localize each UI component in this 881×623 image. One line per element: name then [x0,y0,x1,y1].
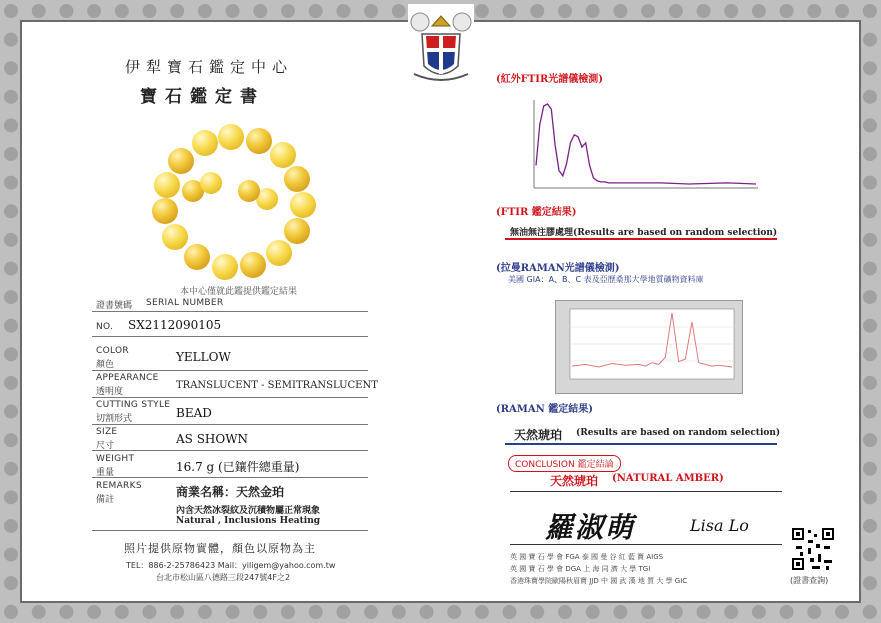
crest-logo [408,4,474,88]
color-label-en: COLOR [96,346,129,356]
weight-label-en: WEIGHT [96,454,135,464]
raman-reference: 美國 GIA：A、B、C 表及亞歷桑那大學地質礦物資料庫 [508,275,704,284]
contact-info: TEL：886-2-25786423 Mail：yiligem@yahoo.com.tw [126,561,336,570]
conclusion-label: CONCLUSION 鑑定結論 [508,455,621,472]
ftir-result: 無油無注膠處理(Results are based on random selection) [510,228,778,238]
size-label-en: SIZE [96,427,118,437]
remarks-label-zh: 備註 [96,495,115,505]
photo-note: 本中心僅就此鑑提供鑑定結果 [180,287,298,297]
gem-photo [138,116,338,284]
photo-disclaimer: 照片提供原物實體，顏色以原物為主 [124,542,316,555]
cutting-value: BEAD [176,406,212,420]
conclusion-value-en: (NATURAL AMBER) [612,473,724,484]
ftir-spectrum-line [536,104,756,184]
credential-row-2: 英 國 寶 石 學 會 DGA 上 海 同 濟 大 學 TGI [510,565,651,573]
serial-label-en: SERIAL NUMBER [146,298,224,308]
appearance-value: TRANSLUCENT - SEMITRANSLUCENT [176,380,378,391]
institute-name: 伊犁寶石鑑定中心 [125,58,294,76]
address: 台北市松山區八德路三段247號4F之2 [156,573,291,582]
size-value: AS SHOWN [176,432,249,446]
ftir-chart [522,96,762,194]
serial-label-zh: 證書號碼 [96,301,133,311]
remarks-line3: Natural , Inclusions Heating [176,516,321,526]
appearance-label-zh: 透明度 [96,387,124,397]
qr-caption: (證書查詢) [790,576,829,585]
weight-label-zh: 重量 [96,468,115,478]
ftir-title: (紅外FTIR光譜儀檢測) [496,74,603,85]
remarks-line2: 內含天然冰裂紋及沉積物屬正常現象 [176,506,321,516]
signature-zh: 羅淑萌 [545,511,636,544]
serial-no-label: NO. [96,322,114,332]
document-title: 寶石鑑定書 [140,87,265,107]
appearance-label-en: APPEARANCE [96,373,159,383]
qr-code[interactable] [790,526,836,572]
raman-result: 天然琥珀 [514,428,563,442]
remarks-label-en: REMARKS [96,481,142,491]
raman-chart [555,300,743,394]
credential-row-1: 英 國 寶 石 學 會 FGA 泰 國 曼 谷 紅 藍 寶 AIGS [510,553,664,561]
signature-en: Lisa Lo [690,516,749,535]
serial-number: SX2112090105 [128,318,222,332]
raman-title: (拉曼RAMAN光譜儀檢測) [496,263,620,274]
size-label-zh: 尺寸 [96,441,115,451]
ftir-result-title: (FTIR 鑑定結果) [496,207,577,218]
color-value: YELLOW [176,350,231,364]
raman-result-note: (Results are based on random selection) [576,428,781,438]
color-label-zh: 顏色 [96,360,115,370]
cutting-label-zh: 切割形式 [96,414,133,424]
conclusion-value: 天然琥珀 [550,474,599,488]
weight-value: 16.7 g (已鑲件總重量) [176,460,300,474]
remarks-value: 商業名稱：天然金珀 [176,485,285,499]
cutting-label-en: CUTTING STYLE [96,400,171,410]
credential-row-3: 香港珠寶學院歐陽秋眉寶 JJD 中 國 武 漢 地 質 大 學 GIC [510,577,688,585]
raman-result-title: (RAMAN 鑑定結果) [496,404,593,415]
